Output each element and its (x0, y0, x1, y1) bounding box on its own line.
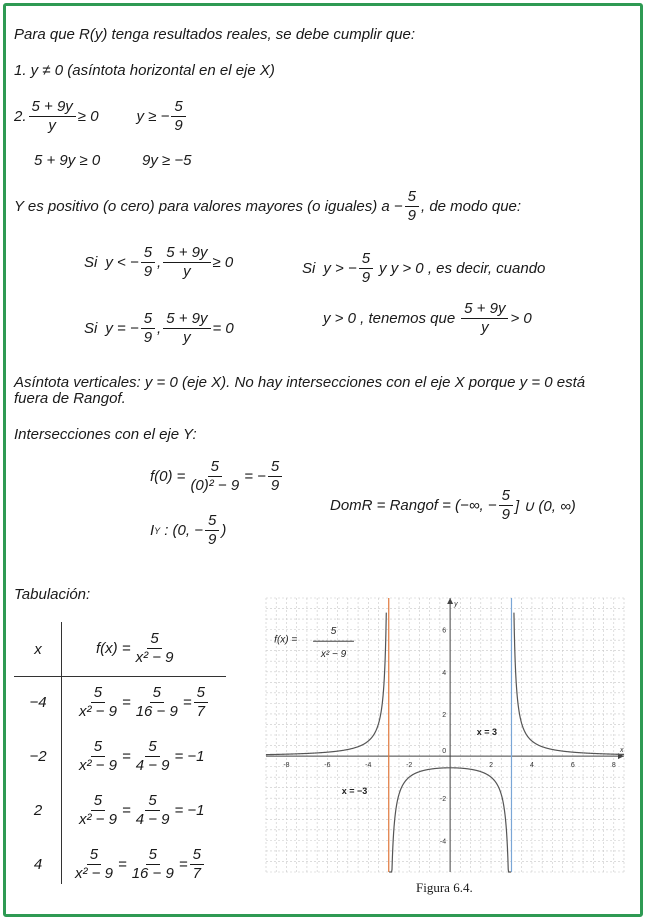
y-positive-line: Y es positivo (o cero) para valores mayores (o iguales) a − $\frac{5}{9}$ , de modo que: (14, 188, 522, 224)
table-row: $\frac{5}{\text{x² − 9}}$ = $\frac{5}{4 - 9}$ = −1 (79, 738, 205, 774)
table-row: $\frac{5}{\text{x² − 9}}$ = $\frac{5}{16 - 9}$ = $\frac{5}{7}$ (70, 846, 206, 883)
condition-1: 1. y ≠ 0 (asíntota horizontal en el eje X) (14, 62, 275, 79)
x-tick-label: 2 (489, 762, 493, 770)
case-y-greater: Si y > − $\frac{5}{9}$ y y > 0 , es decir, cuando (302, 250, 546, 286)
asymptote-neg-label: x = −3 (341, 786, 368, 797)
y-tick-label: 6 (442, 627, 447, 635)
y-tick-label: 2 (442, 711, 447, 719)
y-tick-label: -2 (439, 796, 447, 804)
table-row: $\frac{5}{\text{x² − 9}}$ = $\frac{5}{4 - 9}$ = −1 (79, 792, 205, 828)
case-y-equal: Si y = − $\frac{5}{9}$ , $\frac{5 + 9y}{y}$ = 0 (84, 310, 234, 346)
asintota-line-2: fuera de Rangof. (14, 390, 126, 407)
table-vertical-line (61, 622, 62, 884)
case-y-positive: y > 0 , tenemos que $\frac{5 + 9y}{y}$ > 0 (323, 300, 532, 336)
condition-2: 2. $\frac{5 + 9y}{y}$ ≥ 0 y ≥ − $\frac{5}{9}$ (14, 98, 188, 135)
domain-range: DomR = Rangof = (−∞, − $\frac{5}{9}$ ] ∪ (0, ∞) (330, 487, 576, 523)
y-axis-label: y (454, 601, 458, 608)
fraction-5p9y-over-y: $\frac{5 + 9y}{y}$ (29, 98, 76, 135)
table-horizontal-line (14, 676, 226, 677)
asymptote-pos-label: x = 3 (476, 727, 497, 737)
table-row-x: 2 (33, 802, 43, 819)
x-tick-label: -2 (406, 762, 413, 770)
condition-2-number: 2. (14, 108, 27, 125)
fraction-5-over-9: $\frac{5}{9}$ (171, 98, 185, 135)
table-header-x: x (34, 641, 42, 658)
table-header-f: f(x) = $\frac{5}{\text{x² − 9}}$ (96, 630, 174, 666)
function-label-denominator: x² − 9 (320, 649, 347, 661)
function-label-numerator: 5 (330, 625, 337, 637)
x-tick-label: 4 (529, 762, 534, 770)
table-row-x: −4 (29, 694, 47, 711)
y-tick-label: 4 (442, 669, 447, 677)
x-tick-label: -8 (283, 762, 290, 770)
x-tick-label: -6 (324, 762, 331, 770)
x-tick-label: 8 (611, 762, 616, 770)
table-row-x: 4 (33, 856, 43, 873)
figure-caption: Figura 6.4. (416, 880, 473, 895)
tabulacion-heading: Tabulación: (14, 586, 91, 603)
intro-text: Para que R(y) tenga resultados reales, se debe cumplir que: (14, 26, 416, 43)
table-row-x: −2 (29, 748, 47, 765)
function-label: f(x) = (274, 634, 298, 646)
curve-right-branch (514, 613, 624, 755)
function-graph (262, 594, 634, 876)
f0-equation: f(0) = $\frac{5}{\text{(0)² − 9}}$ = − $\frac{5}{9}$ (150, 458, 284, 495)
origin-label: 0 (442, 748, 447, 756)
iy-point: I Y : (0, − $\frac{5}{9}$ ) (150, 512, 227, 548)
y-axis-arrow (447, 598, 453, 604)
inequality-5p9y: 5 + 9y ≥ 0 (34, 152, 101, 169)
y-tick-label: -4 (439, 838, 447, 846)
case-y-less: Si y < − $\frac{5}{9}$ , $\frac{5 + 9y}{y}$ ≥ 0 (84, 244, 234, 280)
x-axis-label: x (620, 747, 624, 755)
inequality-9y: 9y ≥ −5 (142, 152, 192, 169)
table-row: $\frac{5}{\text{x² − 9}}$ = $\frac{5}{16 - 9}$ = $\frac{5}{7}$ (74, 684, 210, 721)
x-tick-label: -4 (365, 762, 372, 770)
intersecciones-heading: Intersecciones con el eje Y: (14, 426, 197, 443)
asintota-line-1: Asíntota verticales: y = 0 (eje X). No hay intersecciones con el eje X porque y = 0 está (14, 374, 586, 391)
x-tick-label: 6 (570, 762, 575, 770)
